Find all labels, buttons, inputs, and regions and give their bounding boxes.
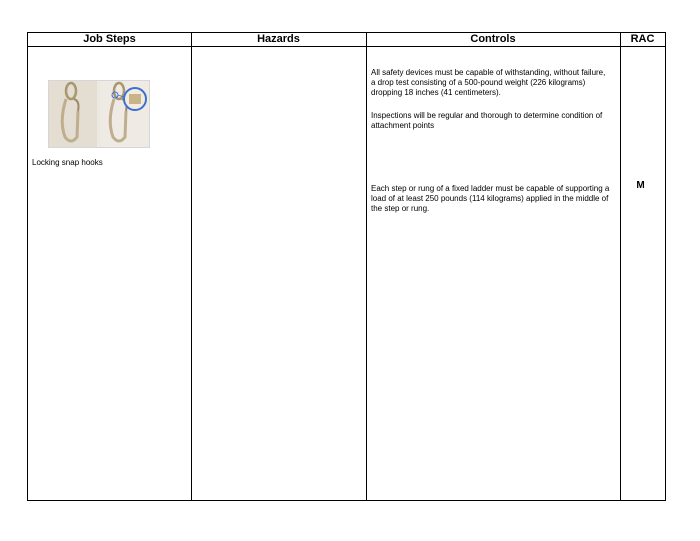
control-text-3: Each step or rung of a fixed ladder must be capable of supporting a load of at least 250 pounds (114 kilograms) applied in the middle of the step or rung. <box>371 184 610 213</box>
snap-hook-photo <box>48 80 150 148</box>
rac-value: M <box>636 180 645 191</box>
control-text-1: All safety devices must be capable of withstanding, without failure, a drop test consisting of a 500-pound weight (226 kilograms) dropping 18 inches (41 centimeters). <box>371 68 606 97</box>
column-divider-jobsteps-hazards <box>191 33 192 500</box>
header-divider <box>28 46 665 47</box>
header-job-steps: Job Steps <box>83 33 136 45</box>
job-step-label: Locking snap hooks <box>32 158 103 167</box>
header-hazards: Hazards <box>257 33 300 45</box>
job-hazard-analysis-table <box>27 32 666 501</box>
header-rac: RAC <box>630 33 655 45</box>
locking-snap-hook-image <box>49 81 149 147</box>
column-divider-hazards-controls <box>366 33 367 500</box>
header-controls: Controls <box>470 33 516 45</box>
control-text-2: Inspections will be regular and thorough to determine condition of attachment points <box>371 111 603 130</box>
column-divider-controls-rac <box>620 33 621 500</box>
